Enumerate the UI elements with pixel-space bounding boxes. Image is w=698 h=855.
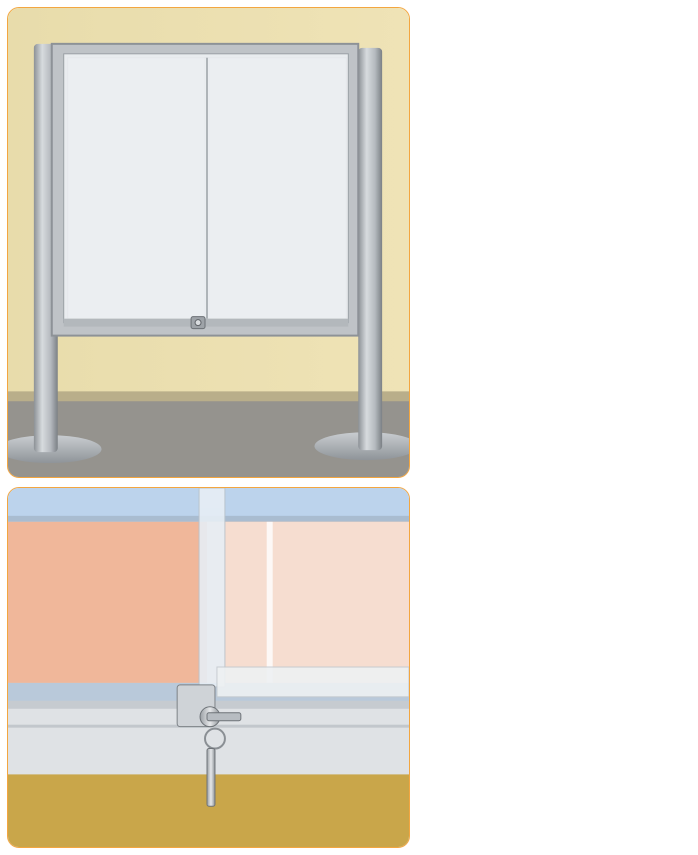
- cabinet-illustration: [8, 8, 409, 477]
- detail-photo: [7, 487, 410, 848]
- right-post: [358, 48, 382, 450]
- glass-edge: [199, 488, 225, 687]
- glass-door-right: [205, 58, 346, 319]
- glass-door-left: [68, 58, 209, 319]
- detail-illustration: [8, 488, 409, 847]
- hanging-key: [207, 749, 215, 807]
- cabinet-photo: [7, 7, 410, 478]
